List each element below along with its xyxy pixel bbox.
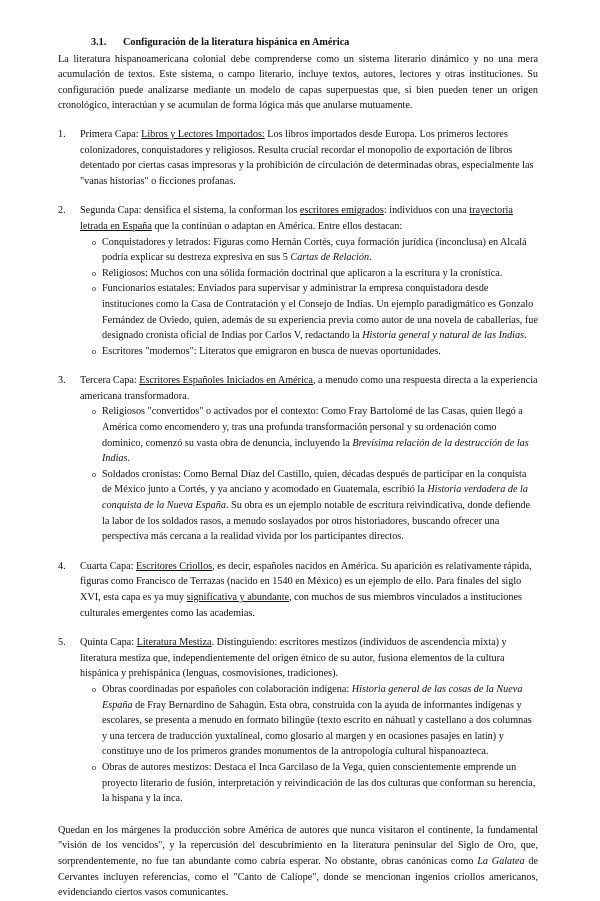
sublist (80, 404, 538, 544)
item-number: 3. (58, 375, 66, 387)
layer-label: Tercera Capa: (80, 375, 137, 387)
layer-label: Quinta Capa: (80, 637, 135, 649)
layer-item-5 (58, 635, 538, 807)
sublist-item (94, 344, 538, 360)
work-title: Historia general de las cosas de la Nueva España (102, 683, 523, 711)
work-title: Brevísima relación de la destrucción de las Indias (102, 437, 529, 465)
layer-term: significativa y abundante (186, 592, 290, 603)
layer-text: Los libros importados desde Europa. Los primeros lectores colonizadores, conquistadores y religiosos. Resulta crucial recordar el monopolio de exportación de libros detentado por ciertas casas impresoras y la prohibición de circulación de determinadas obras, especialmente las "vanas historias" o ficciones profanas. (80, 128, 534, 187)
layer-term: Escritores Españoles Iniciados en América (139, 375, 313, 387)
bullet-icon: o (92, 762, 96, 772)
sublist (80, 682, 538, 807)
bullet-icon: o (92, 469, 96, 479)
item-number: 2. (58, 205, 66, 217)
layer-term: trayectoria letrada en España (80, 205, 513, 232)
document-content (58, 35, 538, 901)
sub-text: Obras coordinadas por españoles con colaboración indígena: (102, 683, 352, 695)
layer-term: Libros y Lectores Importados: (141, 128, 265, 140)
work-title: Cartas de Relación (290, 252, 370, 264)
closing-paragraph (58, 823, 538, 901)
bullet-icon: o (92, 407, 96, 417)
layer-text: . Distinguiendo: escritores mestizos (individuos de ascendencia mixta) y literatura mestiza que, independientemente del origen étnico de su autor, fusiona elementos de la cultura hispánica y prehispánica (lenguas, cosmovisiones, tradiciones). (80, 637, 507, 680)
sub-text: Soldados cronistas: Como Bernal Díaz del Castillo, quien, décadas después de participar en la conquista de México junto a Cortés, y ya anciano y acomodado en Guatemala, escribió la (102, 468, 527, 496)
bullet-icon: o (92, 684, 96, 694)
sublist-item (94, 235, 538, 266)
layer-item-1 (58, 127, 538, 189)
sub-text: Religiosos "convertidos" o activados por el contexto: Como Fray Bartolomé de las Casas, quien llegó a América como encomendero y, tras una profunda transformación personal y su ordenación como dominico, comenzó su vasta obra de denuncia, incluyendo la (102, 406, 523, 449)
layer-item-4 (58, 559, 538, 621)
bullet-icon: o (92, 284, 96, 294)
bullet-icon: o (92, 237, 96, 247)
layer-term: escritores emigrados (299, 205, 384, 217)
layer-text: que la continúan o adaptan en América. Entre ellos destacan: (151, 220, 403, 232)
bullet-icon: o (92, 268, 96, 278)
sub-text: Conquistadores y letrados: Figuras como Hernán Cortés, cuya formación jurídica (inconclusa) en Alcalá podría explicar su destreza expresiva en sus 5 (102, 236, 527, 264)
layer-text: , es decir, españoles nacidos en América. Su aparición es relativamente rápida, figuras como Francisco de Terrazas (nacido en 1540 en México) es un ejemplo de ello. Para finales del siglo XVI, esta capa es ya muy (80, 560, 532, 603)
section-number: 3.1. (91, 37, 107, 48)
sub-text: . (369, 252, 372, 264)
layer-text: densifica el sistema, la conforman los (141, 205, 300, 217)
item-number: 5. (58, 637, 66, 649)
layers-list (58, 127, 538, 807)
layer-text: : individuos con una (383, 205, 470, 217)
item-number: 4. (58, 560, 66, 572)
closing-text: de Cervantes incluyen referencias, como el "Canto de Calíope", donde se mencionan ingenios criollos americanos, evidenciando ciertos vasos comunicantes. (58, 855, 538, 899)
item-number: 1. (58, 128, 66, 140)
sub-text: . (127, 453, 131, 465)
layer-item-3 (58, 373, 538, 545)
layer-term: Literatura Mestiza (136, 637, 212, 649)
layer-text: , con muchos de sus miembros vinculados a instituciones culturales emergentes como las academias. (80, 592, 522, 619)
layer-label: Cuarta Capa: (80, 560, 134, 572)
bullet-icon: o (92, 346, 96, 356)
section-heading (91, 35, 538, 51)
sub-text: Religiosos: Muchos con una sólida formación doctrinal que aplicaron a la escritura y la cronística. (102, 267, 503, 279)
work-title: Historia verdadera de la conquista de la Nueva España (102, 484, 528, 512)
sub-text: Obras de autores mestizos: Destaca el Inca Garcilaso de la Vega, quien conscientemente emprende un proyecto literario de fusión, interpretación y reivindicación de las dos culturas que conforman su herencia, la hispana y la inca. (102, 761, 536, 805)
work-title: La Galatea (477, 855, 525, 867)
sub-text: Funcionarios estatales: Enviados para supervisar y administrar la empresa conquistadora desde instituciones como la Casa de Contratación y el Consejo de Indias. Un ejemplo paradigmático es Gonzalo Fernández de Oviedo, quien, además de su experiencia previa como autor de una novela de caballerías, fue designado cronista oficial de Indias por Carlos V, redactando la (102, 283, 538, 342)
work-title: Historia general y natural de las Indias (362, 330, 525, 342)
sublist-item (94, 467, 538, 545)
layer-item-2 (58, 203, 538, 359)
layer-text: , a menudo como una respuesta directa a la experiencia americana transformadora. (80, 375, 538, 402)
sublist-item (94, 266, 538, 282)
sub-text: . Su obra es un ejemplo notable de escritura reivindicativa, donde defiende la labor de los soldados rasos, a menudo soslayados por otros historiadores, buscando ofrecer una perspectiva más cercana a la realidad vivida por los participantes directos. (102, 500, 531, 543)
closing-text: Quedan en los márgenes la producción sobre América de autores que nunca visitaron el continente, la fundamental "visión de los vencidos", y la repercusión del descubrimiento en la literatura peninsular del Siglo de Oro, que, sorprendentemente, no fue tan abundante como cabría esperar. No obstante, obras canónicas como (58, 824, 538, 867)
sublist (80, 235, 538, 360)
layer-label: Primera Capa: (80, 128, 139, 140)
sublist-item (94, 281, 538, 343)
sub-text: . (524, 330, 527, 342)
sublist-item (94, 760, 538, 807)
intro-paragraph: La literatura hispanoamericana colonial debe comprenderse como un sistema literario dinámico y no una mera acumulación de textos. Este sistema, o campo literario, incluye textos, autores, lectores y otras instituciones. Su configuración puede analizarse mediante un modelo de capas superpuestas que, si bien pueden tener un origen cronológico, interactúan y se acumulan de forma lógica más que anularse mutuamente. (58, 53, 538, 112)
layer-term: Escritores Criollos (136, 560, 213, 572)
layer-label: Segunda Capa: (80, 205, 142, 217)
sublist-item (94, 682, 538, 760)
sub-text: Escritores "modernos": Literatos que emigraron en busca de nuevas oportunidades. (102, 345, 441, 357)
sublist-item (94, 404, 538, 466)
sub-text: de Fray Bernardino de Sahagún. Esta obra, construida con la ayuda de informantes indígenas y escolares, se presenta a menudo en formato bilingüe (texto escrito en náhuatl y castellano a dos columnas y una tercera de traducción yuxtalineal, como glosario al margen y en ocasiones pasajes en latín) y constituye uno de los primeros grandes monumentos de la antropología cultural hispanoazteca. (102, 699, 532, 758)
section-title: Configuración de la literatura hispánica en América (123, 37, 350, 48)
